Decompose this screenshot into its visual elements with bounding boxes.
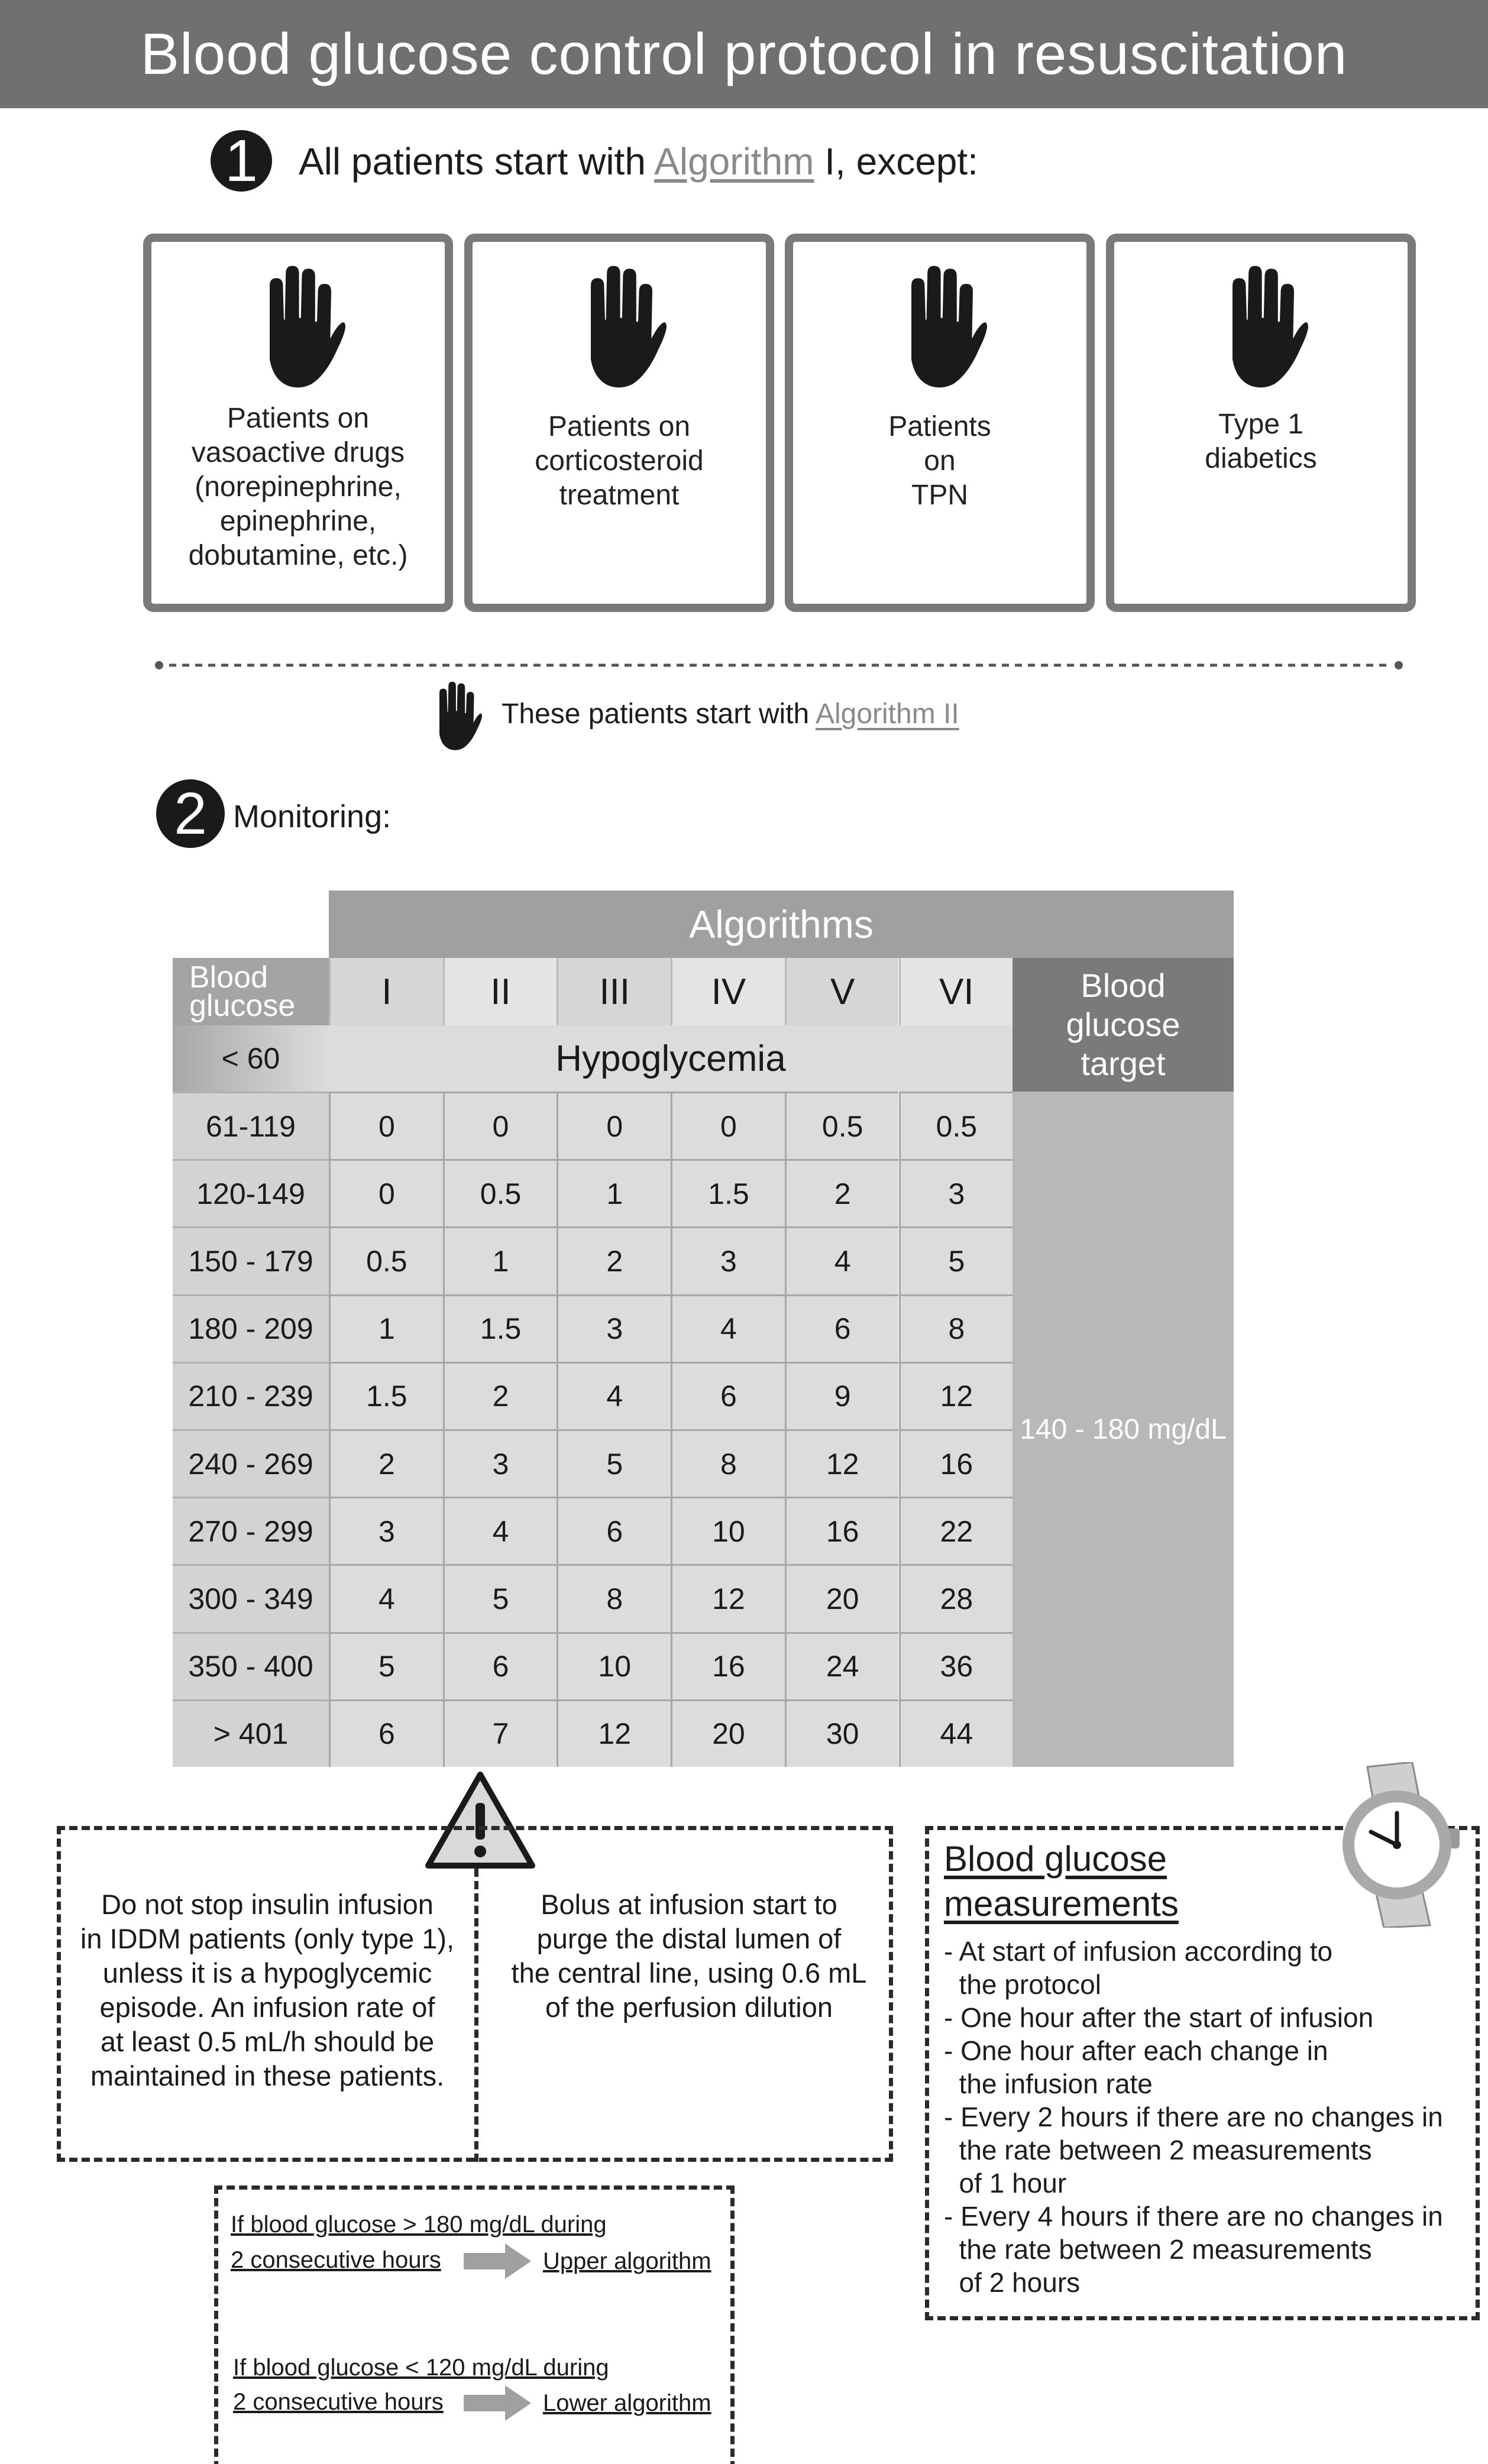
wristwatch-icon [1331,1762,1467,1928]
glucose-range-label: 61-119 [173,1092,329,1159]
note-line: Bolus at infusion start to [541,1889,837,1920]
exception-card-vasoactive [143,234,453,612]
insulin-rate-cell: 5 [443,1564,557,1631]
exception-text-corticosteroid [484,410,754,513]
algorithm-column-header: IV [671,958,785,1025]
algorithm-column-header: VI [899,958,1013,1025]
insulin-rate-cell: 8 [557,1564,671,1631]
target-header [1013,958,1234,1092]
insulin-rate-cell: 1.5 [671,1159,785,1226]
dotted-separator [155,661,1403,669]
exception-line: diabetics [1205,443,1317,474]
exception-card-type1 [1106,234,1416,612]
glucose-range-label: 240 - 269 [173,1429,329,1497]
glucose-range-label: 150 - 179 [173,1226,329,1294]
measurement-item: of 2 hours [944,2267,1081,2298]
header-line: Blood [1081,967,1166,1004]
note-divider [474,1869,479,2162]
start-alg2-prefix: These patients start with [502,698,816,730]
insulin-rate-cell: 0.5 [443,1159,557,1226]
exception-text-tpn [805,410,1075,513]
insulin-rate-cell: 22 [899,1497,1013,1564]
insulin-rate-cell: 20 [671,1699,785,1767]
insulin-rate-cell: 9 [785,1362,899,1429]
insulin-rate-cell: 6 [785,1294,899,1362]
insulin-rate-cell: 44 [899,1699,1013,1767]
title-line: measurements [944,1884,1179,1924]
insulin-rate-cell: 28 [899,1564,1013,1631]
insulin-rate-cell: 0 [329,1092,443,1159]
note-line: episode. An infusion rate of [99,1992,435,2023]
title-line: Blood glucose [944,1839,1167,1879]
glucose-range-label: 120-149 [173,1159,329,1226]
insulin-rate-cell: 16 [785,1497,899,1564]
note-line: of the perfusion dilution [545,1992,833,2023]
arrow-right-icon [464,2384,532,2422]
lower-rule-line-1: If blood glucose < 120 mg/dL during [233,2355,609,2381]
insulin-rate-cell: 8 [671,1429,785,1497]
measurement-item: the rate between 2 measurements [944,2135,1372,2165]
arrow-right-icon [464,2242,532,2280]
algorithm-column-header: V [785,958,899,1025]
page-title: Blood glucose control protocol in resuscitation [0,0,1488,108]
measurement-item: - Every 4 hours if there are no changes in [944,2201,1443,2232]
measurement-item: - One hour after each change in [944,2035,1328,2066]
insulin-rate-cell: 0 [443,1092,557,1159]
blood-glucose-header [173,958,329,1025]
exception-text-type1 [1126,407,1396,476]
target-value: 140 - 180 mg/dL [1013,1092,1234,1767]
insulin-rate-cell: 1.5 [443,1294,557,1362]
exception-card-corticosteroid [464,234,774,612]
insulin-rate-cell: 7 [443,1699,557,1767]
insulin-rate-cell: 4 [557,1362,671,1429]
glucose-range-label: 270 - 299 [173,1497,329,1564]
header-line: glucose [189,989,296,1023]
insulin-rate-cell: 2 [557,1226,671,1294]
insulin-rate-cell: 3 [329,1497,443,1564]
insulin-rate-cell: 16 [671,1632,785,1699]
algorithm-ii-link[interactable]: Algorithm II [815,698,959,730]
note-insulin-text [66,1887,468,2093]
insulin-rate-cell: 12 [899,1362,1013,1429]
measurements-list [944,1935,1464,2299]
insulin-rate-cell: 12 [557,1699,671,1767]
insulin-rate-cell: 2 [329,1429,443,1497]
header-line: target [1081,1045,1166,1082]
exception-line: Patients on [548,411,691,442]
insulin-rate-cell: 4 [329,1564,443,1631]
hypoglycemia-cell: Hypoglycemia [329,1025,1013,1092]
exception-line: TPN [911,480,968,511]
insulin-rate-cell: 2 [785,1159,899,1226]
glucose-range-label: 300 - 349 [173,1564,329,1631]
stop-hand-icon [1214,264,1308,388]
exception-line: (norepinephrine, [195,471,402,503]
insulin-rate-cell: 4 [671,1294,785,1362]
insulin-rate-cell: 0 [329,1159,443,1226]
insulin-rate-cell: 3 [443,1429,557,1497]
exception-card-tpn [785,234,1095,612]
measurements-title [944,1837,1179,1926]
upper-rule-line-1: If blood glucose > 180 mg/dL during [231,2212,607,2238]
insulin-rate-cell: 6 [443,1632,557,1699]
exception-text-vasoactive [163,402,433,573]
header-line: Blood [189,960,268,995]
step-1-text [299,140,978,183]
note-line: Do not stop insulin infusion [101,1889,434,1920]
lower-algorithm-label: Lower algorithm [543,2390,711,2416]
stop-hand-icon [572,264,667,388]
insulin-rate-cell: 36 [899,1632,1013,1699]
insulin-rate-cell: 0.5 [785,1092,899,1159]
step-2-label: Monitoring: [233,799,392,834]
exception-line: on [924,445,956,477]
measurement-item: - At start of infusion according to [944,1936,1333,1967]
step-2-badge: 2 [156,779,225,848]
lower-rule-line-2: 2 consecutive hours [233,2389,444,2415]
upper-rule-line-2: 2 consecutive hours [231,2247,441,2273]
insulin-rate-cell: 3 [557,1294,671,1362]
note-line: at least 0.5 mL/h should be [100,2026,435,2057]
algorithms-header: Algorithms [329,891,1234,958]
algorithm-column-header: III [557,958,671,1025]
insulin-rate-cell: 0 [557,1092,671,1159]
header-line: glucose [1066,1006,1180,1043]
insulin-rate-cell: 6 [671,1362,785,1429]
insulin-rate-cell: 6 [329,1699,443,1767]
note-line: unless it is a hypoglycemic [102,1957,432,1989]
note-bolus-text [491,1887,887,2025]
stop-hand-icon [251,264,345,388]
measurement-item: the protocol [944,1969,1101,2000]
measurement-item: the rate between 2 measurements [944,2234,1372,2265]
step-1-prefix: All patients start with [299,140,655,183]
insulin-rate-cell: 30 [785,1699,899,1767]
algorithm-column-header: I [329,958,443,1025]
insulin-rate-cell: 1 [329,1294,443,1362]
start-algorithm-ii-text [502,698,959,730]
insulin-rate-cell: 2 [443,1362,557,1429]
insulin-rate-cell: 0.5 [329,1226,443,1294]
exception-line: treatment [559,480,680,511]
step-1-suffix: I, except: [814,140,978,183]
insulin-rate-cell: 20 [785,1564,899,1631]
insulin-rate-cell: 5 [329,1632,443,1699]
glucose-range-label: 210 - 239 [173,1362,329,1429]
measurement-item: the infusion rate [944,2068,1153,2099]
insulin-rate-cell: 4 [785,1226,899,1294]
insulin-rate-cell: 8 [899,1294,1013,1362]
stop-hand-icon [429,679,482,753]
insulin-rate-cell: 16 [899,1429,1013,1497]
exception-line: Patients [888,411,991,442]
insulin-rate-cell: 24 [785,1632,899,1699]
insulin-rate-cell: 0.5 [899,1092,1013,1159]
glucose-range-label: 180 - 209 [173,1294,329,1362]
upper-algorithm-label: Upper algorithm [543,2248,711,2274]
algorithm-column-header: II [443,958,557,1025]
exception-line: epinephrine, [219,506,377,537]
insulin-rate-cell: 5 [557,1429,671,1497]
exception-line: Patients on [227,403,370,434]
hypo-range-label: < 60 [173,1025,329,1092]
step-1-badge: 1 [211,130,272,192]
note-line: the central line, using 0.6 mL [511,1957,867,1989]
insulin-rate-cell: 12 [785,1429,899,1497]
glucose-range-label: 350 - 400 [173,1632,329,1699]
insulin-rate-cell: 3 [671,1226,785,1294]
insulin-rate-cell: 0 [671,1092,785,1159]
insulin-rate-cell: 10 [671,1497,785,1564]
note-line: purge the distal lumen of [536,1923,842,1954]
note-line: in IDDM patients (only type 1), [80,1923,455,1954]
stop-hand-icon [892,264,987,388]
measurement-item: - Every 2 hours if there are no changes in [944,2102,1443,2132]
insulin-rate-cell: 1 [443,1226,557,1294]
insulin-rate-cell: 6 [557,1497,671,1564]
note-line: maintained in these patients. [90,2060,445,2091]
exception-line: dobutamine, etc.) [188,540,408,571]
exception-line: corticosteroid [535,445,704,477]
insulin-rate-cell: 10 [557,1632,671,1699]
glucose-range-label: > 401 [173,1699,329,1767]
exception-line: vasoactive drugs [191,437,405,468]
measurement-item: of 1 hour [944,2168,1067,2199]
insulin-rate-cell: 4 [443,1497,557,1564]
insulin-rate-cell: 5 [899,1226,1013,1294]
insulin-rate-cell: 1 [557,1159,671,1226]
insulin-rate-cell: 3 [899,1159,1013,1226]
insulin-rate-cell: 1.5 [329,1362,443,1429]
algorithm-link[interactable]: Algorithm [654,140,814,183]
measurement-item: - One hour after the start of infusion [944,2002,1374,2033]
insulin-rate-cell: 12 [671,1564,785,1631]
exception-line: Type 1 [1218,409,1304,440]
